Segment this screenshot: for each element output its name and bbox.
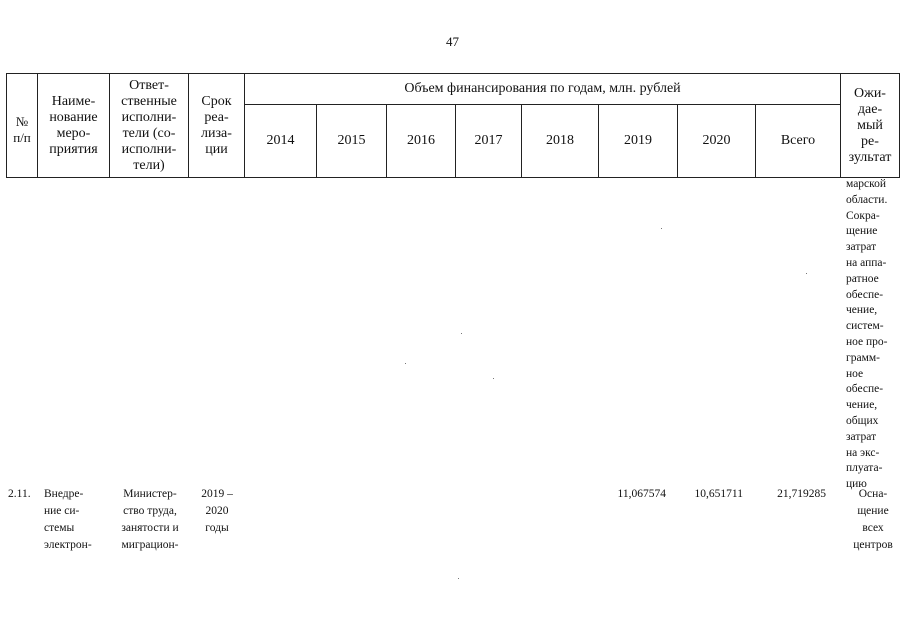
header-term: Срок реа- лиза- ции (201, 93, 232, 157)
header-total: Всего (780, 133, 816, 148)
header-responsible: Ответ- ственные исполни- тели (со- исполни- тели) (121, 77, 177, 173)
scan-speck (461, 333, 462, 334)
row-value-total: 21,719285 (777, 488, 826, 500)
header-funding-title: Объем финансирования по годам, млн. рублей (404, 81, 681, 96)
header-year-2019: 2019 (624, 133, 652, 148)
row-responsible: Министер- ство труда, занятости и миграцион- (121, 488, 179, 551)
scan-speck (806, 273, 807, 274)
header-number: № п/п (13, 114, 31, 145)
row-number: 2.11. (8, 488, 31, 500)
header-year-2014: 2014 (266, 133, 295, 148)
result-continuation-text: марской области. Сокра- щение затрат на аппа- ратное обеспе- чение, систем- ное про- грамм- ное обеспе- чение, общих затрат на экс- плуата- цию (846, 178, 888, 491)
row-term: 2019 – 2020 годы (201, 488, 233, 534)
scan-speck (405, 363, 406, 364)
header-year-2018: 2018 (546, 133, 574, 148)
header-name: Наиме- нование меро- приятия (49, 93, 98, 157)
column-divider (899, 73, 900, 178)
header-year-2015: 2015 (337, 133, 366, 148)
scan-speck (458, 578, 459, 579)
page-number: 47 (446, 34, 459, 49)
row-value-2020: 10,651711 (694, 488, 743, 500)
row-value-2019: 11,067574 (617, 488, 666, 500)
row-activity-name: Внедре- ние си- стемы электрон- (44, 488, 92, 551)
header-year-2016: 2016 (407, 133, 435, 148)
scan-speck (661, 228, 662, 229)
header-year-2020: 2020 (702, 133, 731, 148)
scan-speck (493, 378, 494, 379)
row-result: Осна- щение всех центров (853, 488, 893, 551)
header-result: Ожи- дае- мый ре- зультат (848, 85, 892, 165)
header-year-2017: 2017 (474, 133, 503, 148)
